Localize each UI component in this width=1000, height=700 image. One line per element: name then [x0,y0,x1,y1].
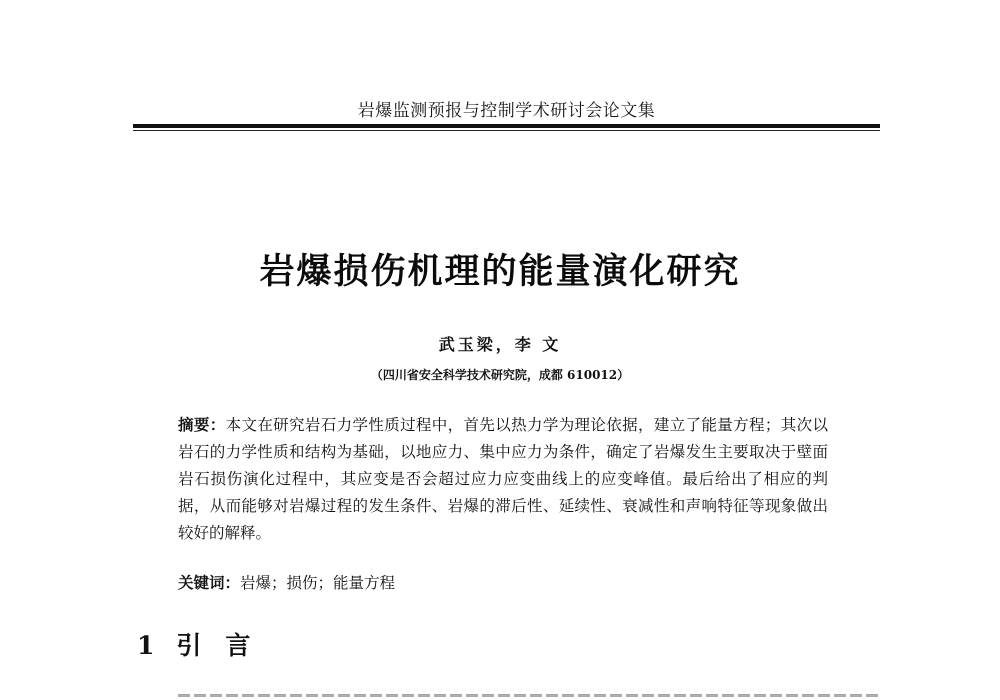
paper-title: 岩爆损伤机理的能量演化研究 [259,252,741,292]
keywords-text: 岩爆；损伤；能量方程 [240,574,396,592]
header-rule-thick [133,124,880,128]
abstract-text: 本文在研究岩石力学性质过程中，首先以热力学为理论依据，建立了能量方程；其次以岩石的力学性质和结构为基础，以地应力、集中应力为条件，确定了岩爆发生主要取决于壁面岩石损伤演化过程中，其应变是否会超过应力应变曲线上的应变峰值。最后给出了相应的判据，从而能够对岩爆过程的发生条件、岩爆的滞后性、延续性、衰减性和声响特征等现象做出较好的解释。 [178,416,828,542]
authors: 武玉梁，李 文 [438,335,562,354]
abstract-label: 摘要： [178,416,226,434]
body-text-cutoff [178,688,878,700]
header-rule-thin [133,130,880,131]
running-head: 岩爆监测预报与控制学术研讨会论文集 [357,101,656,121]
affiliation: （四川省安全科学技术研究院，成都 610012） [370,368,630,382]
section-heading [137,626,274,662]
section-number: 1 [137,631,155,660]
keywords [178,570,828,597]
abstract [178,412,828,547]
section-title: 引言 [176,631,275,660]
keywords-label: 关键词： [178,574,241,592]
cutoff-line [178,694,878,697]
